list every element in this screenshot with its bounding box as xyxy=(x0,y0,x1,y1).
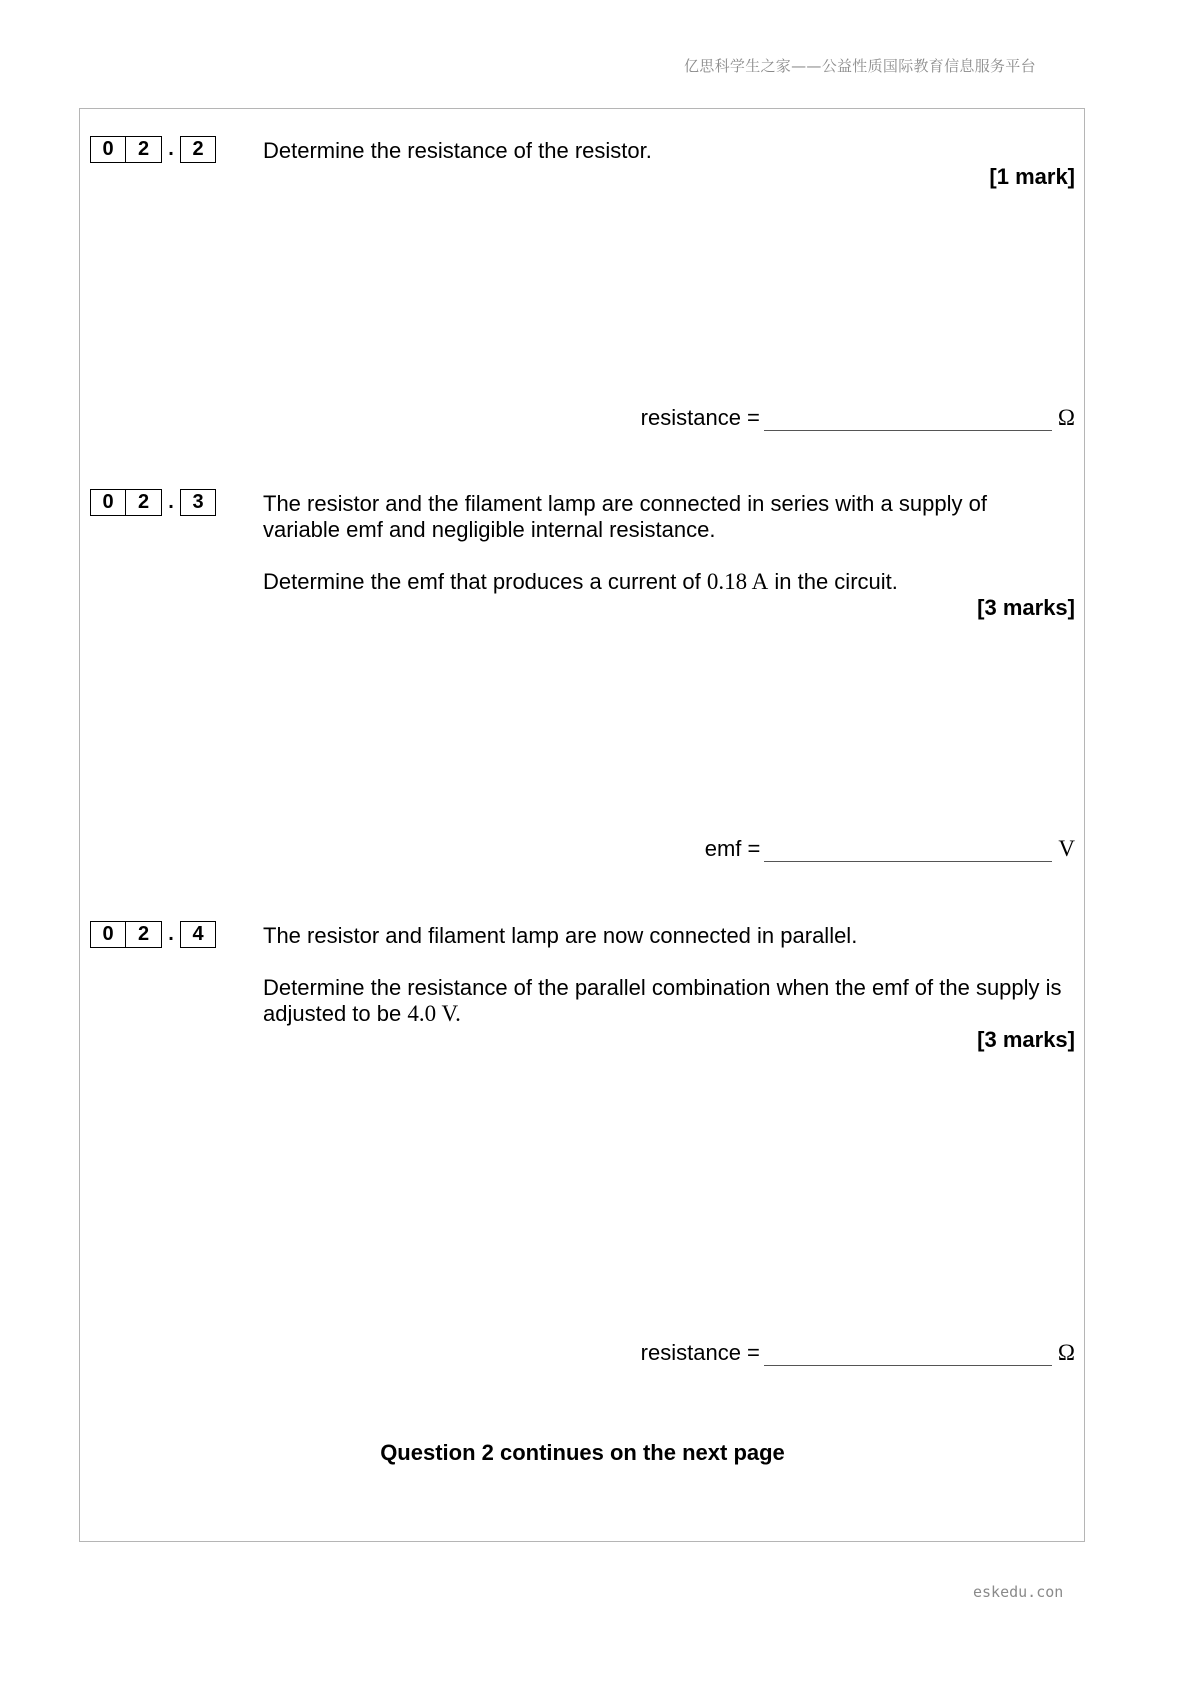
question-digit: 0 xyxy=(90,489,126,516)
question-number-02-3 xyxy=(90,489,216,516)
question-text xyxy=(263,1001,1073,1027)
question-digit: 2 xyxy=(126,921,162,948)
answer-unit: Ω xyxy=(1057,405,1075,430)
answer-label: resistance = xyxy=(640,405,760,430)
answer-line[interactable] xyxy=(764,408,1052,431)
text-fragment: adjusted to be xyxy=(263,1001,402,1026)
question-number-02-4 xyxy=(90,921,216,948)
page-frame xyxy=(79,108,1085,1542)
answer-resistance-02-4 xyxy=(641,1340,1075,1366)
question-text: The resistor and filament lamp are now connected in parallel. xyxy=(263,923,858,948)
question-number-02-2 xyxy=(90,136,216,163)
answer-label: resistance = xyxy=(640,1340,760,1365)
question-digit: 3 xyxy=(180,489,216,516)
answer-unit: Ω xyxy=(1057,1340,1075,1365)
marks-label: [1 mark] xyxy=(989,164,1075,189)
question-digit: 4 xyxy=(180,921,216,948)
answer-line[interactable] xyxy=(764,1343,1052,1366)
question-dot: . xyxy=(168,923,174,945)
question-text: variable emf and negligible internal resistance. xyxy=(263,517,716,542)
question-digit: 2 xyxy=(180,136,216,163)
question-text xyxy=(263,569,1073,595)
marks-label: [3 marks] xyxy=(977,1027,1075,1052)
emf-value: 4.0 V xyxy=(407,1001,456,1026)
answer-emf-02-3 xyxy=(705,836,1075,862)
header-watermark: 亿思科学生之家——公益性质国际教育信息服务平台 xyxy=(684,57,1036,75)
question-dot: . xyxy=(168,491,174,513)
answer-line[interactable] xyxy=(764,839,1052,862)
answer-label: emf = xyxy=(704,836,761,861)
text-fragment: . xyxy=(455,1001,461,1026)
question-digit: 0 xyxy=(90,136,126,163)
answer-unit: V xyxy=(1058,836,1075,861)
question-text: Determine the resistance of the resistor. xyxy=(263,138,652,163)
text-fragment: Determine the emf that produces a current of xyxy=(263,569,701,594)
current-value: 0.18 A xyxy=(706,569,769,594)
answer-resistance-02-2 xyxy=(641,405,1075,431)
question-dot: . xyxy=(168,138,174,160)
question-digit: 0 xyxy=(90,921,126,948)
question-text: The resistor and the filament lamp are connected in series with a supply of xyxy=(263,491,987,516)
question-digit: 2 xyxy=(126,489,162,516)
footer-watermark: eskedu.con xyxy=(973,1583,1064,1601)
continues-notice: Question 2 continues on the next page xyxy=(380,1440,785,1465)
question-text: Determine the resistance of the parallel combination when the emf of the supply is xyxy=(263,975,1062,1000)
text-fragment: in the circuit. xyxy=(774,569,898,594)
question-digit: 2 xyxy=(126,136,162,163)
marks-label: [3 marks] xyxy=(977,595,1075,620)
